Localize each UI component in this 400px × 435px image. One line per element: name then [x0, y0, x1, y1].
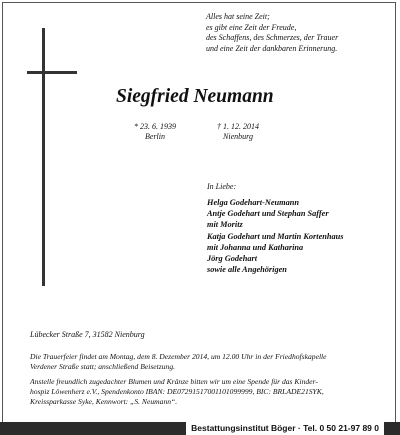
poem	[206, 12, 396, 54]
funeral-notice-line: Verdener Straße statt; anschließend Beisetzung.	[30, 362, 176, 371]
poem-line: es gibt eine Zeit der Freude,	[206, 22, 297, 32]
birth-date: * 23. 6. 1939	[134, 122, 176, 131]
poem-line: Alles hat seine Zeit;	[206, 12, 270, 21]
poem-line: des Schaffens, des Schmerzes, der Trauer	[206, 33, 339, 42]
footer-bar	[0, 422, 400, 435]
deceased-name: Siegfried Neumann	[116, 86, 274, 107]
mourner-line: mit Moritz	[207, 220, 243, 230]
mourners-list	[207, 197, 397, 275]
donation-notice	[30, 377, 390, 407]
cross-icon-bar	[27, 71, 77, 74]
donation-notice-line: Kreissparkasse Syke, Kennwort: „S. Neumann“.	[30, 397, 178, 406]
poem-line: und eine Zeit der dankbaren Erinnerung.	[206, 43, 338, 53]
cross-icon	[42, 28, 45, 286]
birth-info	[118, 122, 192, 142]
mourner-line: sowie alle Angehörigen	[207, 265, 287, 275]
family-address: Lübecker Straße 7, 31582 Nienburg	[30, 330, 145, 339]
donation-notice-line: Anstelle freundlich zugedachter Blumen und Kränze bitten wir um eine Spende für das Kinder-	[30, 377, 318, 386]
donation-notice-line: hospiz Löwenherz e.V., Spendenkonto IBAN: DE07291517001101099999, BIC: BRLADE21SYK,	[30, 387, 324, 396]
mourners-intro: In Liebe:	[207, 182, 237, 191]
funeral-notice-line: Die Trauerfeier findet am Montag, dem 8. Dezember 2014, um 12.00 Uhr in der Friedhofskapelle	[30, 352, 327, 361]
death-date: † 1. 12. 2014	[217, 122, 259, 131]
funeral-home-contact: Bestattungsinstitut Böger · Tel. 0 50 21-97 89 0	[186, 422, 384, 435]
mourner-line: Antje Godehart und Stephan Saffer	[207, 209, 329, 219]
mourner-line: Jörg Godehart	[207, 254, 258, 264]
mourner-line: Katja Godehart und Martin Kortenhaus	[207, 231, 344, 241]
death-info	[196, 122, 280, 142]
funeral-notice	[30, 352, 390, 372]
mourner-line: Helga Godehart-Neumann	[207, 198, 299, 207]
death-place: Nienburg	[223, 132, 253, 141]
mourner-line: mit Johanna und Katharina	[207, 242, 304, 252]
birth-place: Berlin	[145, 132, 165, 141]
